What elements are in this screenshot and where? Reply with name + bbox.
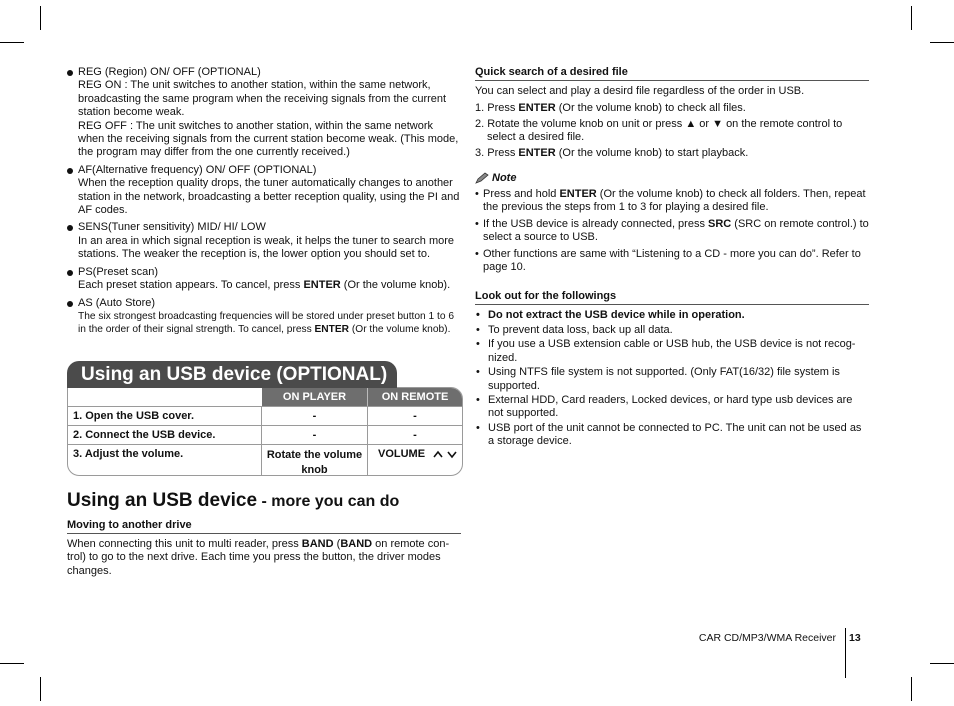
crop-mark	[0, 663, 24, 664]
pencil-note-icon	[475, 172, 489, 184]
header-on-player: ON PLAYER	[262, 388, 368, 406]
list-item: 1. Press ENTER (Or the volume knob) to check all files.	[475, 102, 746, 115]
quick-search-intro: You can select and play a desird file regardless of the order in USB.	[475, 85, 805, 97]
left-column	[67, 66, 461, 578]
footer-divider	[845, 628, 846, 678]
volume-up-down-icon	[432, 449, 458, 459]
rds-bullet-as: AS (Auto Store) The six strongest broadcasting frequencies will be stored under preset button 1 to 6 in the order of their signal strength. To cancel, press ENTER (Or the volume knob).	[67, 297, 461, 337]
section-title-tab	[67, 361, 397, 388]
crop-mark	[930, 663, 954, 664]
note-header: Note	[475, 172, 869, 184]
crop-mark	[911, 6, 912, 30]
crop-mark	[911, 677, 912, 701]
list-item: 2. Rotate the volume knob on unit or press ▲ or ▼ on the remote control to select a desired file.	[475, 117, 843, 144]
table-row: 1. Open the USB cover. - -	[68, 407, 462, 426]
crop-mark	[40, 6, 41, 30]
list-item: • Using NTFS file system is not supported. (Only FAT(16/32) file system is supported.	[476, 366, 840, 392]
crop-mark	[0, 42, 24, 43]
moving-drive-text: When connecting this unit to multi reader, press BAND (BAND on remote con-trol) to go to the next drive. Each time you press the button, the driver modes changes.	[67, 537, 450, 577]
note-item: • Other functions are same with “Listening to a CD - more you can do”. Refer to page 10.	[475, 247, 861, 274]
rds-bullet-ps: PS(Preset scan) Each preset station appears. To cancel, press ENTER (Or the volume knob).	[67, 266, 461, 293]
usb-steps-table	[67, 387, 463, 476]
footer-product-name: CAR CD/MP3/WMA Receiver	[698, 632, 836, 644]
rds-bullet-af: AF(Alternative frequency) ON/ OFF (OPTIONAL) When the reception quality drops, the tuner automatically changes to another station in the network, broadcasting a better reception quality, using the PI and AF codes.	[67, 164, 461, 218]
list-item: • If you use a USB extension cable or USB hub, the USB device is not recog-nized.	[476, 338, 856, 364]
more-you-can-do-title: Using an USB device - more you can do	[67, 489, 400, 511]
table-row: 2. Connect the USB device. - -	[68, 426, 462, 445]
list-item: • Do not extract the USB device while in operation.	[476, 309, 745, 322]
section-title: Using an USB device (OPTIONAL)	[81, 363, 388, 385]
bullet-dot	[67, 270, 73, 276]
list-item: 3. Press ENTER (Or the volume knob) to start playback.	[475, 146, 749, 159]
quick-search-steps	[475, 102, 869, 160]
moving-drive-heading: Moving to another drive	[67, 519, 461, 534]
page-number: 13	[849, 632, 861, 644]
bullet-dot	[67, 225, 73, 231]
header-on-remote: ON REMOTE	[381, 390, 449, 403]
right-column	[475, 66, 869, 450]
bullet-dot	[67, 70, 73, 76]
table-header-row	[68, 388, 462, 407]
list-item: • External HDD, Card readers, Locked devices, or hard type usb devices are not supported.	[476, 393, 853, 420]
list-item: • To prevent data loss, back up all data.	[476, 323, 673, 336]
rds-bullet-sens: SENS(Tuner sensitivity) MID/ HI/ LOW In an area in which signal reception is weak, it helps the tuner to search more stations. The weaker the reception is, the lower option you should set to.	[67, 221, 461, 261]
table-row: 3. Adjust the volume. Rotate the volume knob VOLUME	[68, 445, 462, 475]
note-item: • Press and hold ENTER (Or the volume knob) to check all folders. Then, repeat the previous the steps from 1 to 3 for playing a desired file.	[475, 188, 866, 214]
rds-bullet-reg: REG (Region) ON/ OFF (OPTIONAL) REG ON : The unit switches to another station, within the same network, broadcasting the same program when the receiving signals from the current station become weak. REG OFF : The unit switches to another station, within the same network when the receiving signals from the current station become weak. (This mode, the program may differ from the one currently received.)	[67, 66, 461, 160]
quick-search-heading: Quick search of a desired file	[475, 66, 869, 81]
list-item: • USB port of the unit cannot be connected to PC. The unit can not be used as a storage device.	[476, 421, 862, 448]
bullet-dot	[67, 301, 73, 307]
bullet-dot	[67, 168, 73, 174]
crop-mark	[930, 42, 954, 43]
lookout-heading: Look out for the followings	[475, 290, 869, 305]
note-item: • If the USB device is already connected, press SRC (SRC on remote control.) to select a source to USB.	[475, 217, 869, 244]
crop-mark	[40, 677, 41, 701]
